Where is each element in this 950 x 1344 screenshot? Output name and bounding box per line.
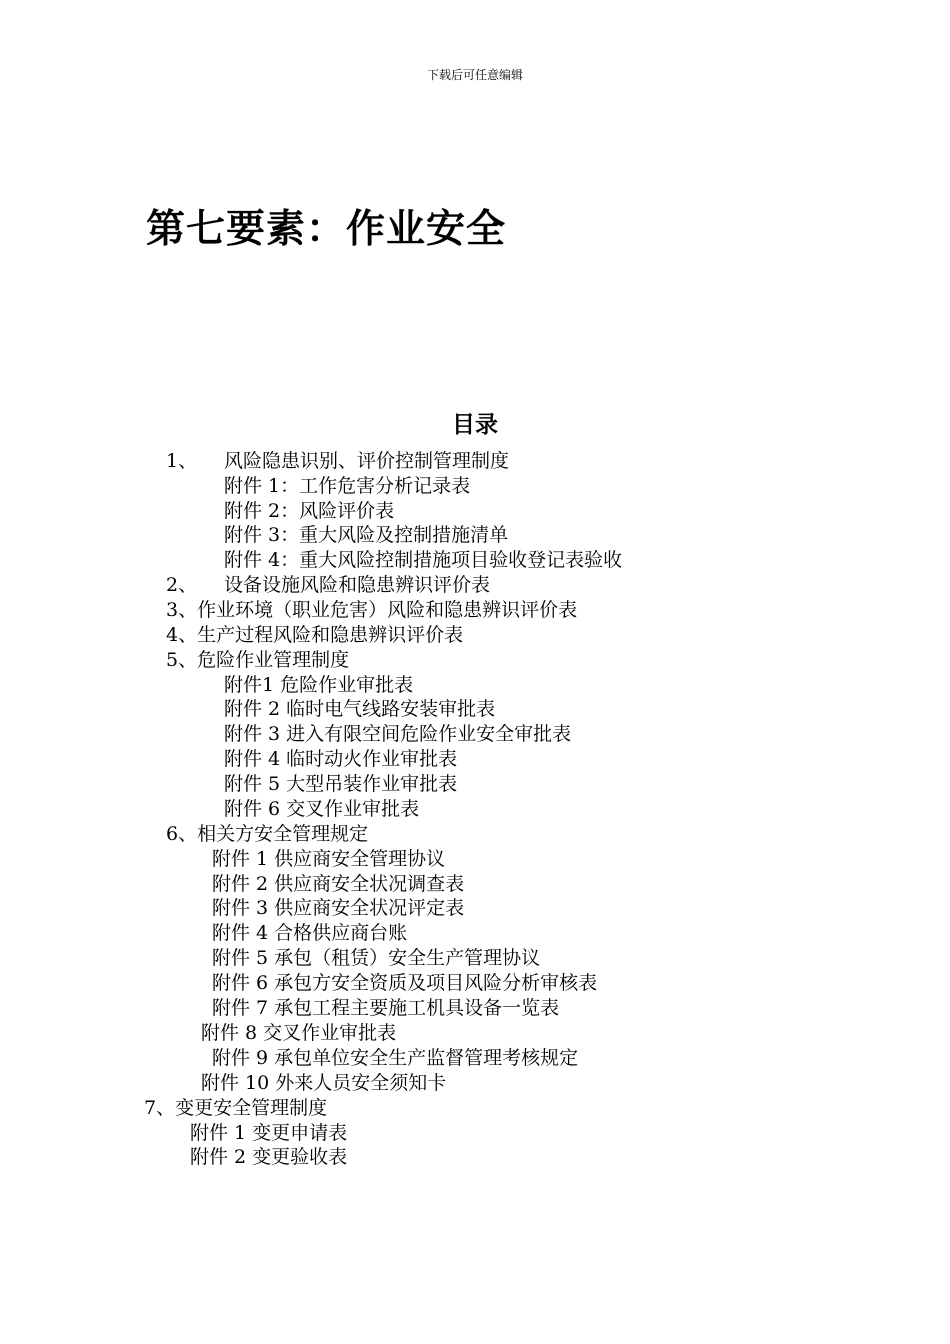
toc-item: 附件 3 进入有限空间危险作业安全审批表 xyxy=(224,723,572,745)
toc-item: 5、危险作业管理制度 xyxy=(166,649,350,671)
toc-item: 附件 6 承包方安全资质及项目风险分析审核表 xyxy=(212,972,598,994)
toc-item-number: 1、 xyxy=(166,450,198,472)
toc-heading: 目录 xyxy=(452,412,498,438)
page-title: 第七要素：作业安全 xyxy=(146,207,507,252)
toc-item: 附件 2 变更验收表 xyxy=(190,1146,348,1168)
toc-item: 附件 4 合格供应商台账 xyxy=(212,922,408,944)
toc-item: 附件 4：重大风险控制措施项目验收登记表验收 xyxy=(224,549,623,571)
header-note: 下载后可任意编辑 xyxy=(426,68,523,82)
toc-item-text: 设备设施风险和隐患辨识评价表 xyxy=(224,574,491,596)
toc-item: 附件 8 交叉作业审批表 xyxy=(201,1022,397,1044)
toc-item: 附件 4 临时动火作业审批表 xyxy=(224,748,458,770)
toc-item: 附件 1 变更申请表 xyxy=(190,1122,348,1144)
toc-item: 附件 1：工作危害分析记录表 xyxy=(224,475,471,497)
toc-item: 附件 5 大型吊装作业审批表 xyxy=(224,773,458,795)
toc-item: 6、相关方安全管理规定 xyxy=(166,823,369,845)
toc-item: 附件 3：重大风险及控制措施清单 xyxy=(224,524,509,546)
toc-item xyxy=(166,449,509,473)
toc-item: 附件1 危险作业审批表 xyxy=(224,674,414,696)
toc-item-text: 风险隐患识别、评价控制管理制度 xyxy=(224,450,510,472)
toc-item-number: 2、 xyxy=(166,574,198,596)
toc-item: 附件 2：风险评价表 xyxy=(224,500,395,522)
toc-item: 附件 3 供应商安全状况评定表 xyxy=(212,897,465,919)
toc-item: 附件 10 外来人员安全须知卡 xyxy=(201,1072,447,1094)
toc-item: 附件 2 临时电气线路安装审批表 xyxy=(224,698,496,720)
toc-item: 附件 9 承包单位安全生产监督管理考核规定 xyxy=(212,1047,579,1069)
toc-item: 3、作业环境（职业危害）风险和隐患辨识评价表 xyxy=(166,599,578,621)
toc-item xyxy=(166,573,490,597)
toc-item: 4、生产过程风险和隐患辨识评价表 xyxy=(166,624,464,646)
toc-item: 附件 5 承包（租赁）安全生产管理协议 xyxy=(212,947,541,969)
toc-item: 附件 2 供应商安全状况调查表 xyxy=(212,873,465,895)
toc-item: 7、变更安全管理制度 xyxy=(144,1097,328,1119)
toc-item: 附件 1 供应商安全管理协议 xyxy=(212,848,446,870)
toc-item: 附件 6 交叉作业审批表 xyxy=(224,798,420,820)
toc-item: 附件 7 承包工程主要施工机具设备一览表 xyxy=(212,997,560,1019)
